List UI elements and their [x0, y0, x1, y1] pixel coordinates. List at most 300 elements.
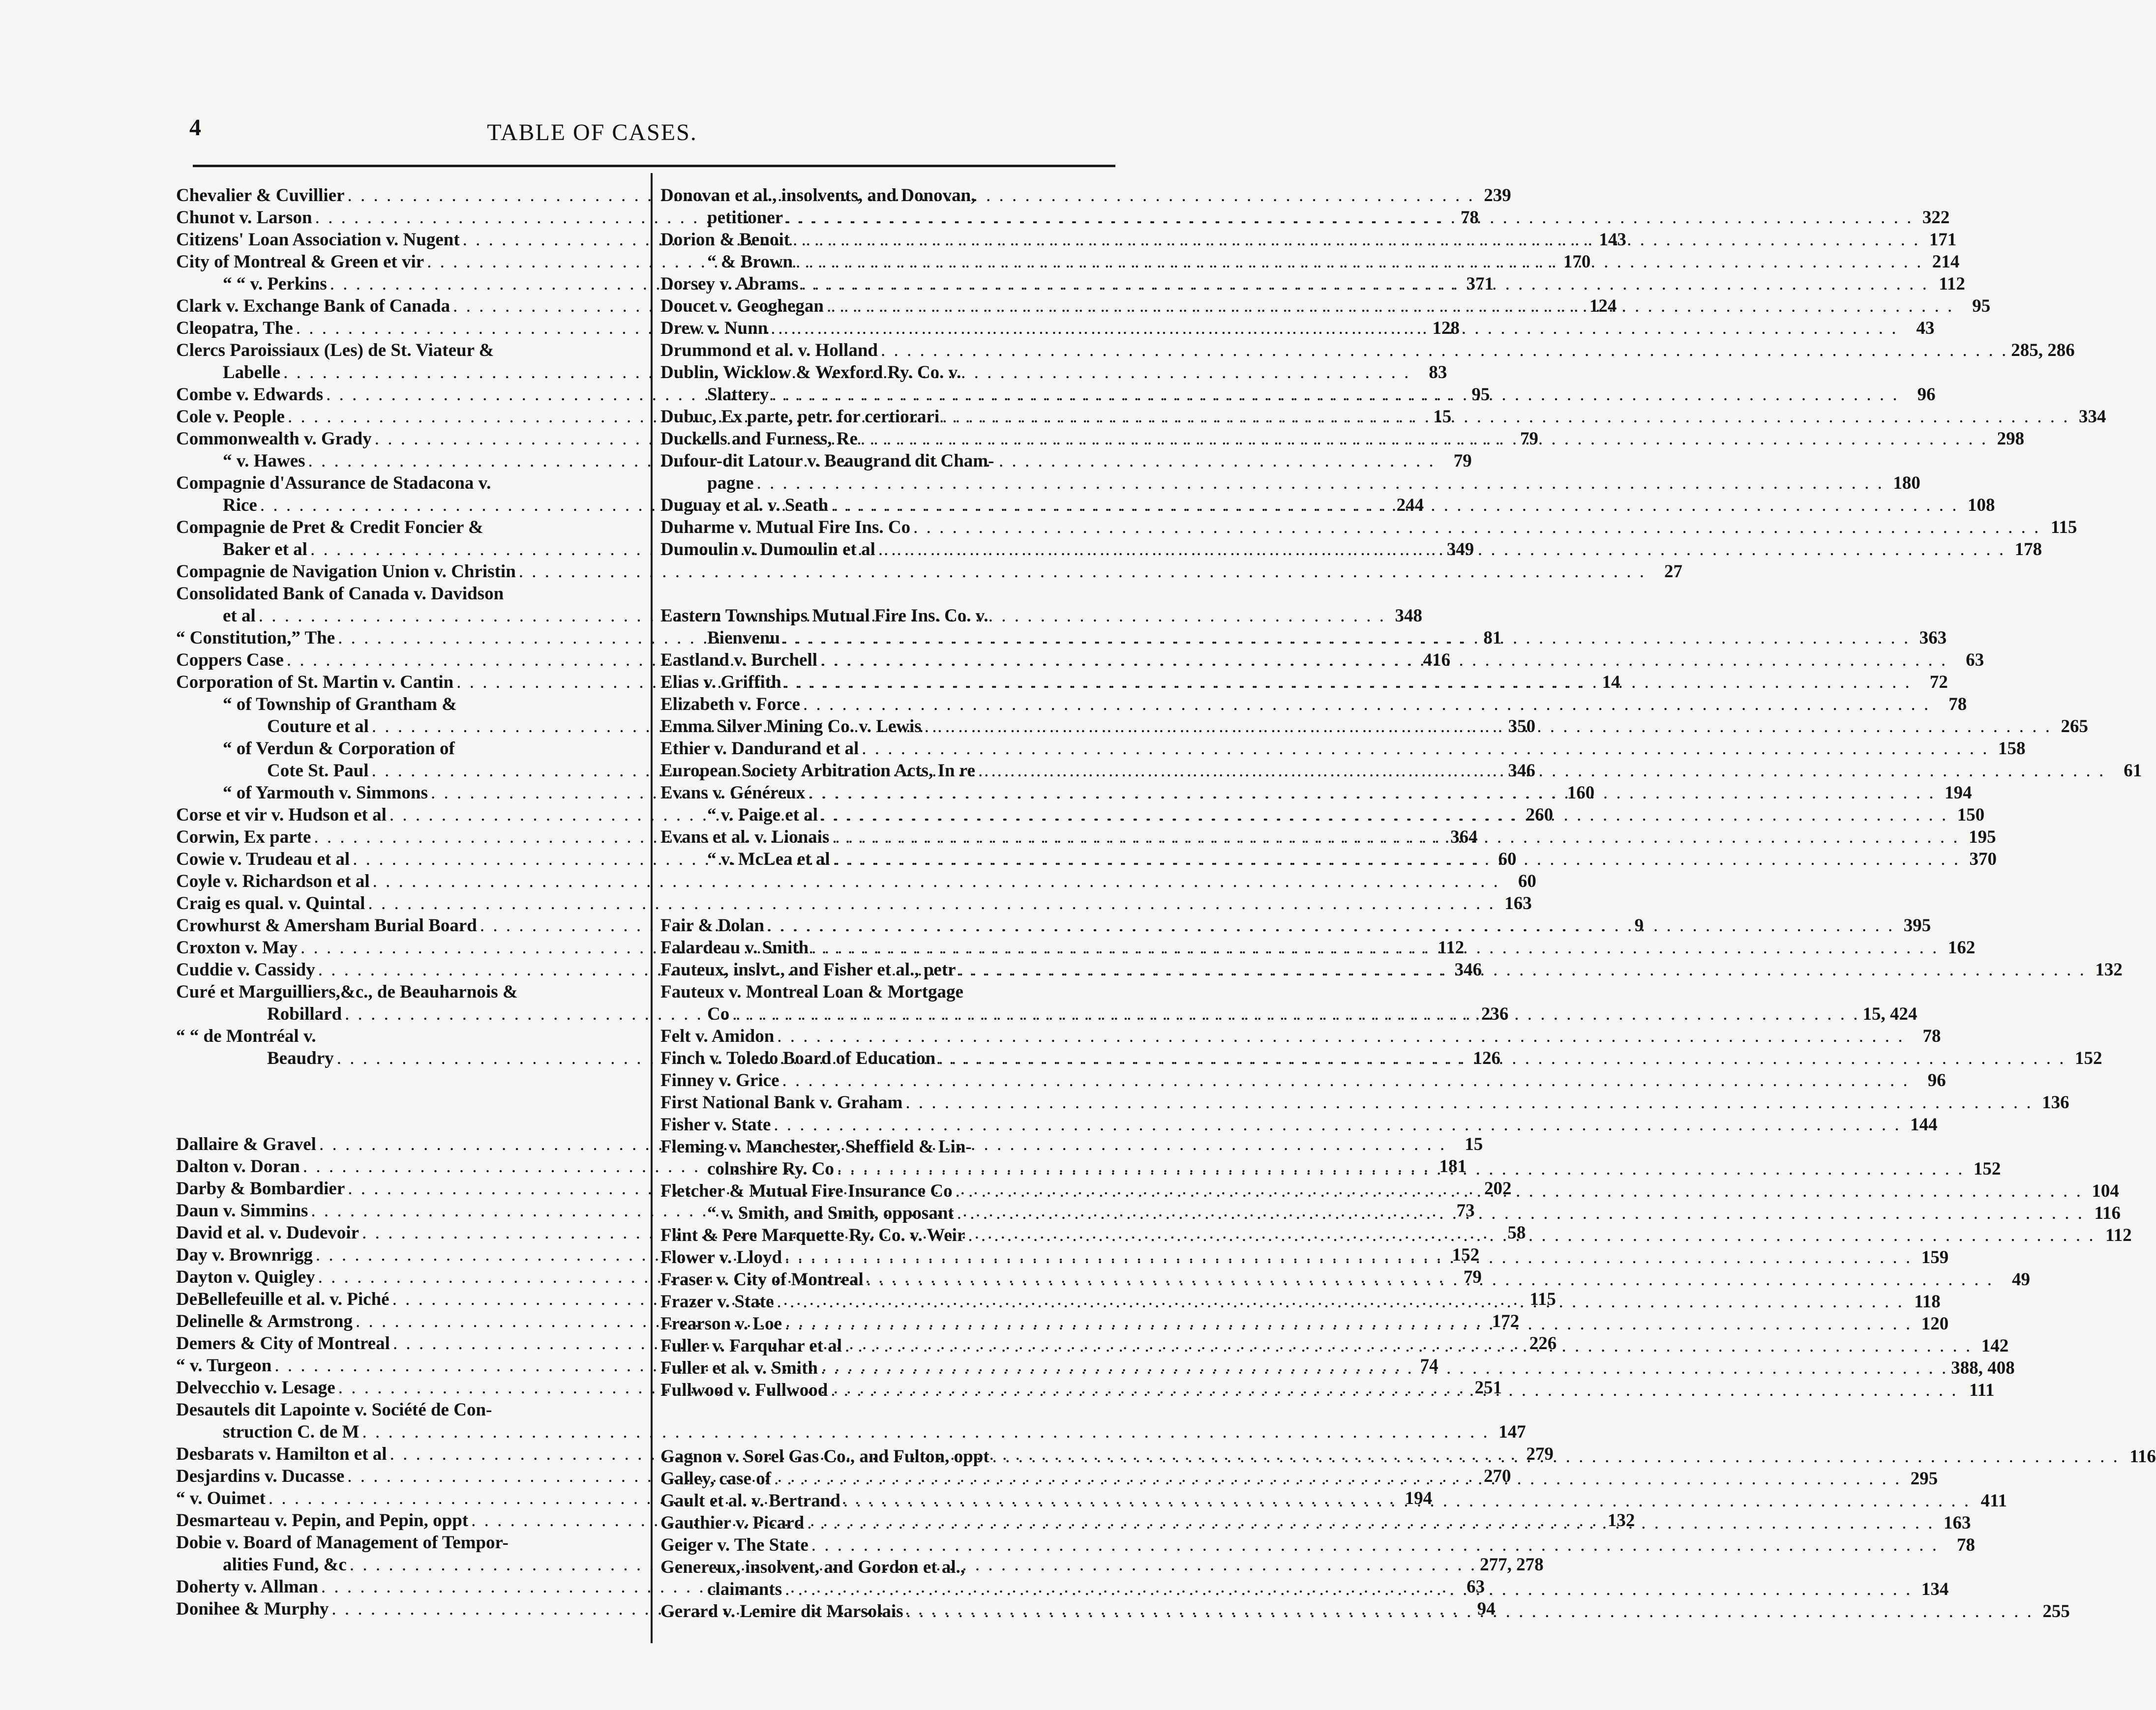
page-reference: 180	[1893, 473, 1920, 493]
case-name: Cowie v. Trudeau et al	[176, 849, 350, 869]
case-name: Cote St. Paul	[267, 761, 369, 781]
dot-leader	[831, 1379, 1958, 1401]
case-name: Day v. Brownrigg	[176, 1245, 313, 1265]
dot-leader	[807, 1512, 1934, 1534]
case-name: Desjardins v. Ducasse	[176, 1466, 345, 1486]
dot-leader	[861, 428, 1988, 450]
case-name: “ v. Hawes	[223, 451, 305, 471]
case-entry	[176, 1399, 1526, 1443]
case-name: Corporation of St. Martin v. Cantin	[176, 672, 454, 692]
case-name: Combe v. Edwards	[176, 384, 324, 405]
page-reference: 363	[1919, 628, 1947, 648]
case-name: Fleming v. Manchester, Sheffield & Lin-	[660, 1137, 972, 1157]
dot-leader	[784, 671, 1912, 693]
dot-leader	[821, 804, 1948, 826]
page-reference: 159	[1921, 1247, 1949, 1268]
page-reference: 14	[1602, 672, 1620, 692]
case-name: Doucet v. Geoghegan	[660, 296, 824, 316]
case-entry	[660, 516, 2077, 538]
dot-leader	[925, 715, 2052, 737]
header-rule	[193, 165, 1115, 167]
page-reference: 163	[1943, 1513, 1971, 1533]
case-name: et al	[223, 606, 256, 626]
page-reference: 236	[1481, 1004, 1509, 1024]
page-reference: 370	[1969, 849, 1997, 869]
page-reference: 49	[2011, 1269, 2030, 1290]
case-line	[660, 1534, 1976, 1556]
dot-leader	[777, 1291, 1904, 1313]
case-line	[660, 516, 2077, 538]
case-name: Compagnie de Pret & Credit Foncier &	[176, 517, 483, 537]
page-reference: 152	[1452, 1245, 1480, 1265]
page-reference: 346	[1454, 960, 1482, 980]
dot-leader	[992, 1445, 2120, 1468]
case-entry	[660, 693, 1967, 715]
case-name: Dublin, Wicklow & Wexford Ry. Co. v.	[660, 362, 961, 383]
case-entry	[660, 1091, 2069, 1114]
page-reference: 118	[1914, 1292, 1941, 1312]
case-name: Slattery	[707, 384, 769, 405]
page-reference: 160	[1567, 783, 1595, 803]
case-name: Desautels dit Lapointe v. Société de Con-	[176, 1400, 492, 1420]
page-reference: 350	[1508, 716, 1536, 737]
page-reference: 78	[1948, 694, 1967, 714]
case-name: Dorsey v. Abrams	[660, 274, 799, 294]
dot-leader	[802, 273, 1929, 295]
page-reference: 79	[1453, 451, 1472, 471]
case-name: Flower v. Lloyd	[660, 1247, 782, 1268]
case-entry	[660, 737, 2026, 760]
case-entry	[660, 1025, 1941, 1047]
section-gap	[660, 560, 1112, 605]
case-name: Labelle	[223, 362, 281, 383]
case-name: Dufour-dit Latour v. Beaugrand dit Cham-	[660, 451, 994, 471]
dot-leader	[820, 649, 1947, 671]
dot-leader	[803, 693, 1930, 715]
dot-leader	[732, 1003, 1859, 1025]
case-name: City of Montreal & Green et vir	[176, 252, 424, 272]
case-name: Croxton v. May	[176, 938, 298, 958]
case-name: Genereux, insolvent, and Gordon et al.,	[660, 1557, 965, 1577]
dot-leader	[831, 494, 1958, 516]
page-reference: 251	[1474, 1378, 1502, 1398]
case-name: DeBellefeuille et al. v. Piché	[176, 1289, 389, 1309]
page-reference: 108	[1968, 495, 1995, 515]
case-name: Couture et al	[267, 716, 369, 737]
page-reference: 158	[1998, 738, 2026, 759]
page-reference: 79	[1520, 429, 1538, 449]
dot-leader	[862, 737, 1989, 760]
page-reference: 150	[1957, 805, 1985, 825]
page-reference: 63	[1467, 1577, 1485, 1597]
dot-leader	[777, 1025, 1904, 1047]
case-name: Gault et al. v. Bertrand	[660, 1491, 840, 1511]
case-name: Drew v. Nunn	[660, 318, 768, 338]
case-name: Baker et al	[223, 539, 307, 560]
case-name: Flint & Pere Marquette Ry. Co. v. Weir	[660, 1225, 965, 1245]
page-reference: 72	[1929, 672, 1948, 692]
case-name: Finch v. Toledo Board of Education	[660, 1048, 936, 1068]
dot-leader	[843, 1490, 1971, 1512]
case-name: Rice	[223, 495, 257, 515]
page-reference: 79	[1463, 1267, 1482, 1287]
case-name: colnshire Ry. Co	[707, 1159, 835, 1179]
page-reference: 78	[1957, 1535, 1976, 1555]
page-reference: 115	[2050, 517, 2077, 537]
case-name: Desmarteau v. Pepin, and Pepin, oppt	[176, 1510, 469, 1531]
case-name: Donovan et al., insolvents, and Donovan,	[660, 185, 976, 206]
case-name: Falardeau v. Smith	[660, 938, 809, 958]
page-reference: 136	[2042, 1092, 2069, 1113]
page-reference: 58	[1507, 1223, 1526, 1243]
case-name: Cleopatra, The	[176, 318, 293, 338]
case-name: Fraser v. City of Montreal	[660, 1269, 864, 1290]
case-name: “ v. Turgeon	[176, 1356, 272, 1376]
page-reference: 73	[1456, 1201, 1475, 1221]
case-name: Corwin, Ex parte	[176, 827, 311, 847]
case-name: Citizens' Loan Association v. Nugent	[176, 230, 460, 250]
case-name: Fletcher & Mutual Fire Insurance Co	[660, 1181, 953, 1201]
page-reference: 112	[1437, 938, 1465, 958]
case-name: Commonwealth v. Grady	[176, 429, 372, 449]
case-name: Evans et al. v. Lionais	[660, 827, 830, 847]
case-name: Fullwood v. Fullwood	[660, 1380, 828, 1400]
dot-leader	[774, 1468, 1901, 1490]
page-reference: 61	[2124, 761, 2142, 781]
page-reference: 126	[1473, 1048, 1500, 1068]
case-entry	[660, 1069, 1946, 1091]
page-reference: 194	[1405, 1488, 1433, 1508]
case-name: Gagnon v. Sorel Gas Co., and Fulton, oppt	[660, 1446, 989, 1467]
page-reference: 152	[2075, 1048, 2102, 1068]
case-name: “ “ v. Perkins	[223, 274, 327, 294]
dot-leader	[959, 959, 2086, 981]
case-name: Compagnie d'Assurance de Stadacona v.	[176, 473, 491, 493]
case-name: “ v. Smith, and Smith, opposant	[707, 1203, 954, 1223]
page-reference: 163	[1504, 893, 1532, 914]
case-name: Crowhurst & Amersham Burial Board	[176, 915, 477, 936]
case-name: Dumoulin v. Dumoulin et al	[660, 539, 875, 560]
page-reference: 120	[1921, 1314, 1949, 1334]
dot-leader	[827, 295, 1954, 317]
case-name: Duckells and Furness, Re	[660, 429, 858, 449]
case-name: Co	[707, 1004, 730, 1024]
case-name: Fuller v. Farquhar et al	[660, 1336, 842, 1356]
page-reference: 128	[1432, 318, 1460, 338]
case-name: Curé et Marguilliers,&c., de Beauharnois &	[176, 982, 518, 1002]
case-line	[660, 737, 2026, 760]
page-reference: 144	[1910, 1115, 1938, 1135]
case-name: “ v. McLea et al	[707, 849, 830, 869]
page-reference: 349	[1446, 539, 1474, 560]
case-name: Eastland v. Burchell	[660, 650, 818, 670]
case-name: petitioner	[707, 207, 783, 228]
page-reference: 270	[1484, 1466, 1511, 1486]
case-name: “ & Brown	[707, 252, 793, 272]
case-name: European Society Arbitration Acts, In re	[660, 761, 975, 781]
case-name: Fuller et al. v. Smith	[660, 1358, 818, 1378]
case-line	[660, 914, 1931, 937]
page-reference: 15	[1465, 1134, 1483, 1154]
dot-leader	[782, 1069, 1910, 1091]
dot-leader	[786, 206, 1913, 229]
page-reference: 60	[1498, 849, 1517, 869]
case-name: Daun v. Simmins	[176, 1201, 308, 1221]
page-reference: 143	[1599, 230, 1626, 250]
page-reference: 83	[1429, 362, 1447, 383]
case-name: “ v. Paige et al	[707, 805, 818, 825]
page-reference: 265	[2061, 716, 2088, 737]
page-reference: 142	[1981, 1336, 2009, 1356]
page-reference: 27	[1664, 561, 1683, 582]
page-reference: 60	[1518, 871, 1536, 891]
case-name: struction C. de M	[223, 1422, 359, 1442]
case-name: Robillard	[267, 1004, 342, 1024]
case-name: Geiger v. The State	[660, 1535, 808, 1555]
page-reference: 15	[1433, 407, 1452, 427]
page-reference: 95	[1972, 296, 1991, 316]
dot-leader	[905, 1091, 2033, 1114]
case-line	[176, 560, 1683, 583]
case-line	[660, 1091, 2069, 1114]
case-line	[176, 892, 1532, 914]
dot-leader	[757, 472, 1884, 494]
case-name: Chunot v. Larson	[176, 207, 312, 228]
case-line	[660, 1114, 1938, 1136]
page-reference: 9	[1634, 915, 1644, 936]
case-line	[660, 1069, 1946, 1091]
case-name: Fauteux v. Montreal Loan & Mortgage	[660, 982, 963, 1002]
page-reference: 255	[2042, 1601, 2070, 1622]
case-name: Bienvenu	[707, 628, 780, 648]
case-name: Cuddie v. Cassidy	[176, 960, 315, 980]
page-reference: 244	[1396, 495, 1424, 515]
case-name: Dayton v. Quigley	[176, 1267, 315, 1287]
page-reference: 115	[1529, 1289, 1556, 1309]
page-reference: 171	[1929, 230, 1957, 250]
dot-leader	[832, 826, 1959, 848]
case-name: Duguay et al. v. Seath	[660, 495, 829, 515]
case-name: Elizabeth v. Force	[660, 694, 800, 714]
case-name: Darby & Bombardier	[176, 1179, 345, 1199]
dot-leader	[771, 317, 1898, 339]
case-name: Emma Silver Mining Co. v. Lewis	[660, 716, 922, 737]
case-name: Frearson v. Loe	[660, 1314, 782, 1334]
case-line	[660, 339, 2075, 361]
dot-leader	[796, 251, 1923, 273]
case-name: Coppers Case	[176, 650, 284, 670]
page-number: 4	[189, 115, 201, 141]
case-name: Donihee & Murphy	[176, 1599, 329, 1619]
case-name: Gerard v. Lemire dit Marsolais	[660, 1601, 903, 1622]
case-name: Delinelle & Armstrong	[176, 1311, 353, 1331]
page-reference: 78	[1922, 1026, 1941, 1046]
page-reference: 116	[2129, 1446, 2156, 1467]
case-name: “ of Yarmouth v. Simmons	[223, 783, 428, 803]
page-reference: 194	[1945, 783, 1972, 803]
page-reference: 147	[1498, 1422, 1526, 1442]
page-reference: 416	[1423, 650, 1451, 670]
page-reference: 112	[2105, 1225, 2132, 1245]
case-name: Chevalier & Cuvillier	[176, 185, 345, 206]
case-name: Corse et vir v. Hudson et al	[176, 805, 387, 825]
case-name: Duharme v. Mutual Fire Ins. Co	[660, 517, 911, 537]
page-reference: 111	[1969, 1380, 1995, 1400]
page-reference: 371	[1466, 274, 1494, 294]
dot-leader	[767, 914, 1894, 937]
case-entry	[176, 560, 1683, 583]
page-reference: 411	[1980, 1491, 2007, 1511]
page-reference: 112	[1939, 274, 1965, 294]
case-name: “ Constitution,” The	[176, 628, 335, 648]
page-reference: 81	[1483, 628, 1502, 648]
case-name: Fisher v. State	[660, 1115, 771, 1135]
page-reference: 346	[1508, 761, 1535, 781]
page-reference: 116	[2094, 1203, 2121, 1223]
case-entry	[660, 1114, 1938, 1136]
page-reference: 214	[1932, 252, 1960, 272]
case-name: Fair & Dolan	[660, 915, 765, 936]
case-name: Dobie v. Board of Management of Tempor-	[176, 1533, 509, 1553]
case-name: Fauteux, inslvt., and Fisher et al., petr	[660, 960, 956, 980]
case-name: Dubuc, Ex parte, petr. for certiorari	[660, 407, 940, 427]
page-reference: 172	[1492, 1311, 1520, 1331]
page-reference: 134	[1921, 1579, 1949, 1599]
case-line	[176, 1421, 1526, 1443]
page-reference: 202	[1484, 1179, 1512, 1199]
case-name: Coyle v. Richardson et al	[176, 871, 370, 891]
case-name: Ethier v. Dandurand et al	[660, 738, 859, 759]
case-name: Dorion & Benoit	[660, 230, 790, 250]
page-reference: 96	[1917, 384, 1936, 405]
dot-leader	[978, 760, 2105, 782]
dot-leader	[878, 538, 2006, 560]
page-reference: 95	[1471, 384, 1490, 405]
case-entry	[660, 914, 1931, 937]
dot-leader	[956, 1180, 2083, 1202]
page-reference: 162	[1947, 938, 1976, 958]
case-entry	[176, 870, 1536, 892]
page-reference: 124	[1589, 296, 1617, 316]
section-gap	[176, 1069, 638, 1133]
dot-leader	[867, 1268, 1994, 1291]
case-name: Frazer v. State	[660, 1292, 774, 1312]
page-reference: 298	[1997, 429, 2025, 449]
case-name: Delvecchio v. Lesage	[176, 1378, 335, 1398]
case-line	[660, 693, 1967, 715]
page-reference: 78	[1460, 207, 1479, 228]
case-name: “ “ de Montréal v.	[176, 1026, 316, 1046]
page-reference: 285, 286	[2011, 340, 2075, 360]
page-reference: 181	[1439, 1156, 1467, 1177]
case-entry	[660, 339, 2075, 361]
case-name: Doherty v. Allman	[176, 1577, 318, 1597]
page-title: TABLE OF CASES.	[487, 119, 697, 146]
page-reference: 63	[1966, 650, 1984, 670]
case-name: alities Fund, &c	[223, 1555, 347, 1575]
page-reference: 178	[2014, 539, 2042, 560]
case-line	[176, 870, 1536, 892]
page-reference: 279	[1526, 1444, 1554, 1464]
case-name: Dallaire & Gravel	[176, 1134, 316, 1154]
dot-leader	[811, 937, 1939, 959]
page-header	[0, 114, 1184, 153]
case-name: Demers & City of Montreal	[176, 1333, 390, 1354]
dot-leader	[881, 339, 2008, 361]
case-entry	[176, 892, 1532, 914]
case-name: “ of Township of Grantham &	[223, 694, 457, 714]
dot-leader	[906, 1600, 2034, 1622]
case-line	[660, 472, 1920, 494]
case-name: Compagnie de Navigation Union v. Christin	[176, 561, 516, 582]
dot-leader	[808, 782, 1935, 804]
case-name: Desbarats v. Hamilton et al	[176, 1444, 387, 1464]
dot-leader	[837, 1158, 1964, 1180]
page-reference: 170	[1563, 252, 1591, 272]
case-name: Beaudry	[267, 1048, 334, 1068]
page-reference: 132	[2095, 960, 2123, 980]
case-name: pagne	[707, 473, 754, 493]
page-reference: 239	[1484, 185, 1511, 206]
dot-leader	[938, 1047, 2066, 1069]
case-name: “ of Verdun & Corporation of	[223, 738, 455, 759]
page-reference: 348	[1395, 606, 1423, 626]
case-name: Cole v. People	[176, 407, 285, 427]
page-reference: 277, 278	[1480, 1555, 1544, 1575]
dot-leader	[793, 229, 1920, 251]
case-name: Elias v. Griffith	[660, 672, 781, 692]
dot-leader	[957, 1202, 2084, 1224]
dot-leader	[785, 1246, 1912, 1268]
dot-leader	[772, 383, 1899, 406]
page-reference: 364	[1450, 827, 1478, 847]
page-reference: 322	[1922, 207, 1950, 228]
case-name: Clark v. Exchange Bank of Canada	[176, 296, 450, 316]
section-gap	[660, 1401, 1112, 1445]
dot-leader	[968, 1224, 2095, 1246]
page-reference: 132	[1607, 1510, 1635, 1531]
dot-leader	[845, 1335, 1972, 1357]
dot-leader	[821, 1357, 1948, 1379]
page-reference: 104	[2092, 1181, 2119, 1201]
case-name: Felt v. Amidon	[660, 1026, 775, 1046]
case-name: Galley, case of	[660, 1469, 772, 1489]
page-reference: 334	[2078, 407, 2106, 427]
page-reference: 96	[1927, 1070, 1946, 1091]
case-name: David et al. v. Dudevoir	[176, 1223, 359, 1243]
page-reference: 15, 424	[1862, 1004, 1917, 1024]
page-reference: 43	[1916, 318, 1935, 338]
case-line	[660, 1025, 1941, 1047]
dot-leader	[942, 406, 2069, 428]
page-reference: 226	[1529, 1333, 1557, 1354]
page-reference: 388, 408	[1951, 1358, 2015, 1378]
page-reference: 395	[1903, 915, 1931, 936]
case-name: Finney v. Grice	[660, 1070, 779, 1091]
page-reference: 195	[1969, 827, 1996, 847]
case-name: Gauthier v. Picard	[660, 1513, 805, 1533]
case-name: Craig es qual. v. Quintal	[176, 893, 365, 914]
page-reference: 94	[1477, 1599, 1496, 1619]
dot-leader	[913, 516, 2040, 538]
page-reference: 295	[1910, 1469, 1938, 1489]
dot-leader	[785, 1313, 1912, 1335]
page-reference: 74	[1420, 1356, 1438, 1376]
case-name: Eastern Townships Mutual Fire Ins. Co. v.	[660, 606, 988, 626]
page-reference: 260	[1526, 805, 1554, 825]
dot-leader	[833, 848, 1960, 870]
case-name: First National Bank v. Graham	[660, 1092, 903, 1113]
